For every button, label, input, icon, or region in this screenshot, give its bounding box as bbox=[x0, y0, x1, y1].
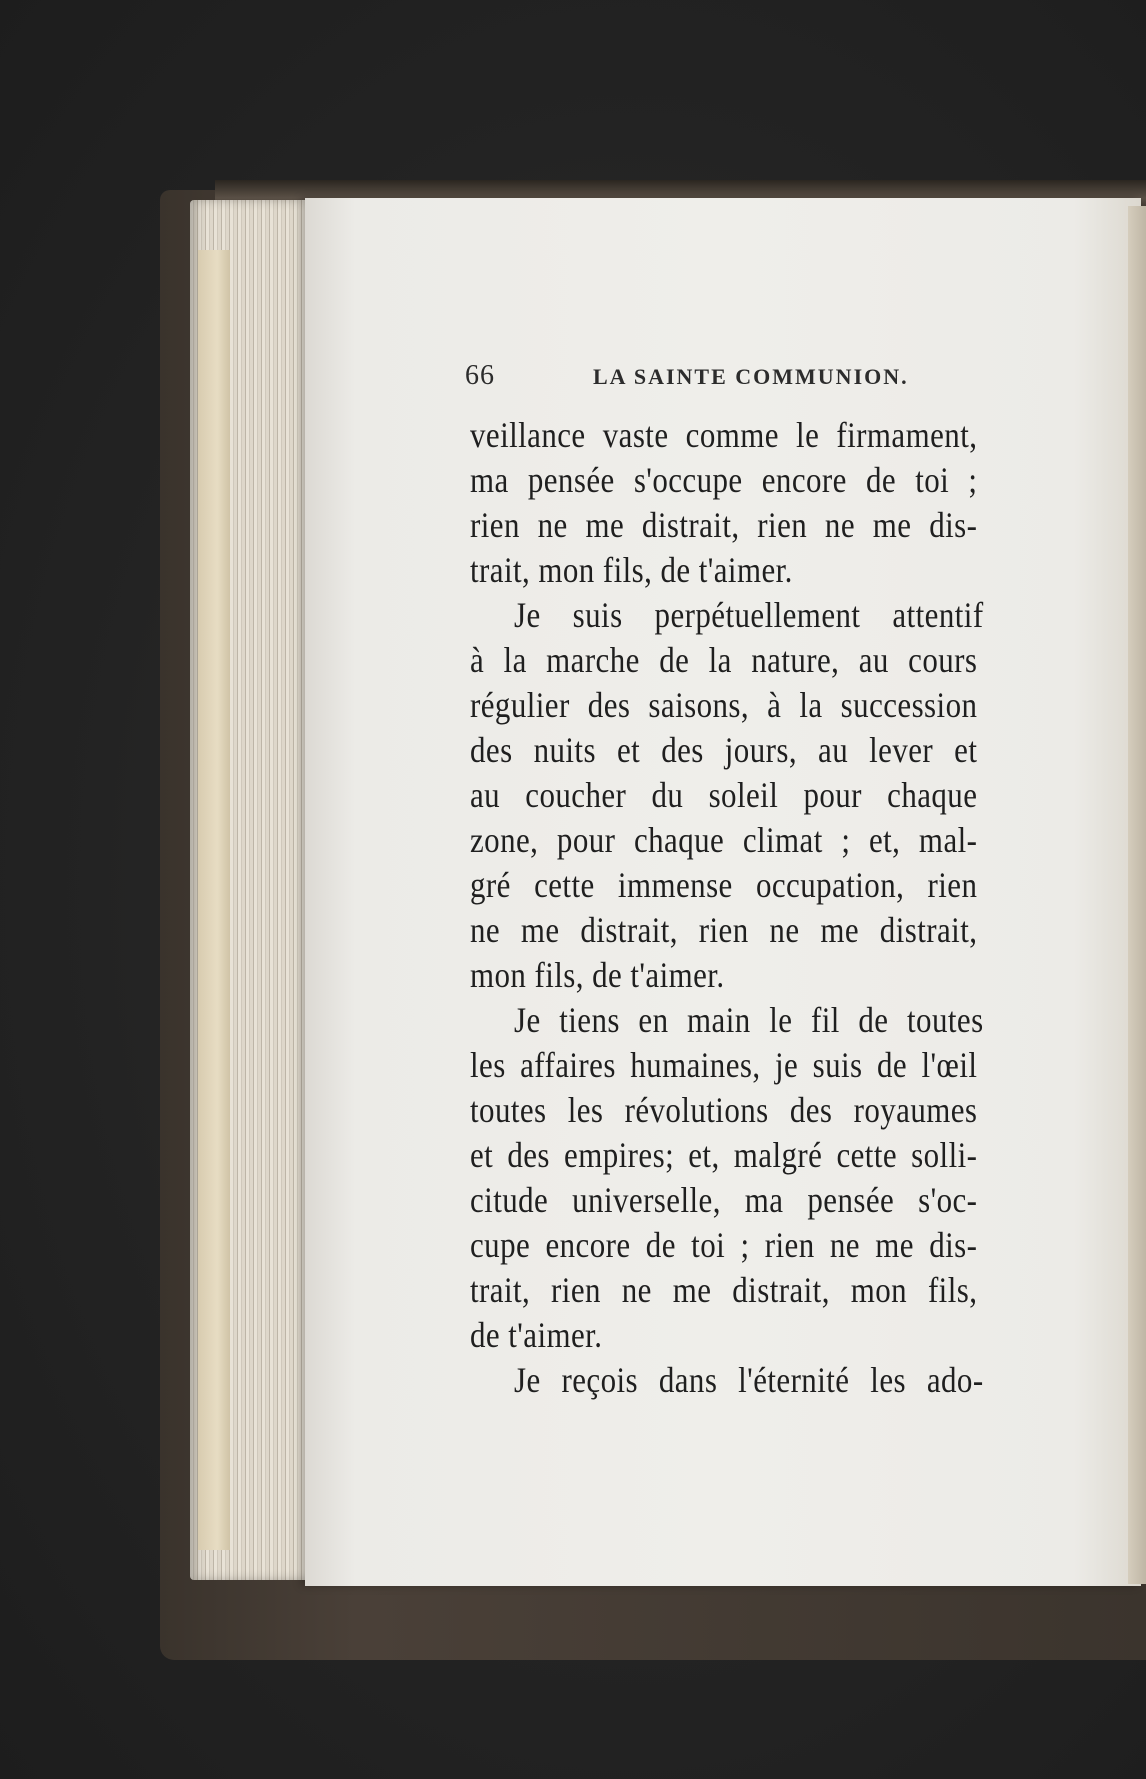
body-text bbox=[470, 412, 1060, 1412]
running-head-title: LA SAINTE COMMUNION. bbox=[593, 364, 909, 389]
page-number: 66 bbox=[465, 360, 495, 391]
paragraph-start-line: Je tiens en main le fil de toutes bbox=[514, 1000, 984, 1040]
text-line: trait, rien ne me distrait, mon fils, bbox=[470, 1270, 978, 1310]
text-line: et des empires; et, malgré cette solli- bbox=[470, 1135, 978, 1175]
text-line: zone, pour chaque climat ; et, mal- bbox=[470, 820, 978, 860]
text-line: les affaires humaines, je suis de l'œil bbox=[470, 1045, 978, 1085]
page-stack-gilded-edge bbox=[198, 250, 230, 1550]
text-line: gré cette immense occupation, rien bbox=[470, 865, 978, 905]
text-line: mon fils, de t'aimer. bbox=[470, 955, 725, 995]
text-line: veillance vaste comme le firmament, bbox=[470, 415, 978, 455]
paragraph-start-line: Je reçois dans l'éternité les ado- bbox=[514, 1360, 984, 1400]
text-line: ne me distrait, rien ne me distrait, bbox=[470, 910, 978, 950]
text-line: rien ne me distrait, rien ne me dis- bbox=[470, 505, 978, 545]
text-line: au coucher du soleil pour chaque bbox=[470, 775, 978, 815]
page-right-edge bbox=[1128, 206, 1146, 1584]
text-line: à la marche de la nature, au cours bbox=[470, 640, 978, 680]
text-line: cupe encore de toi ; rien ne me dis- bbox=[470, 1225, 978, 1265]
paragraph-start-line: Je suis perpétuellement attentif bbox=[514, 595, 984, 635]
running-head bbox=[465, 360, 1065, 400]
text-line: toutes les révolutions des royaumes bbox=[470, 1090, 978, 1130]
text-line: de t'aimer. bbox=[470, 1315, 603, 1355]
text-line: ma pensée s'occupe encore de toi ; bbox=[470, 460, 978, 500]
text-line: citude universelle, ma pensée s'oc- bbox=[470, 1180, 978, 1220]
text-line: régulier des saisons, à la succession bbox=[470, 685, 978, 725]
text-line: des nuits et des jours, au lever et bbox=[470, 730, 978, 770]
text-line: trait, mon fils, de t'aimer. bbox=[470, 550, 793, 590]
